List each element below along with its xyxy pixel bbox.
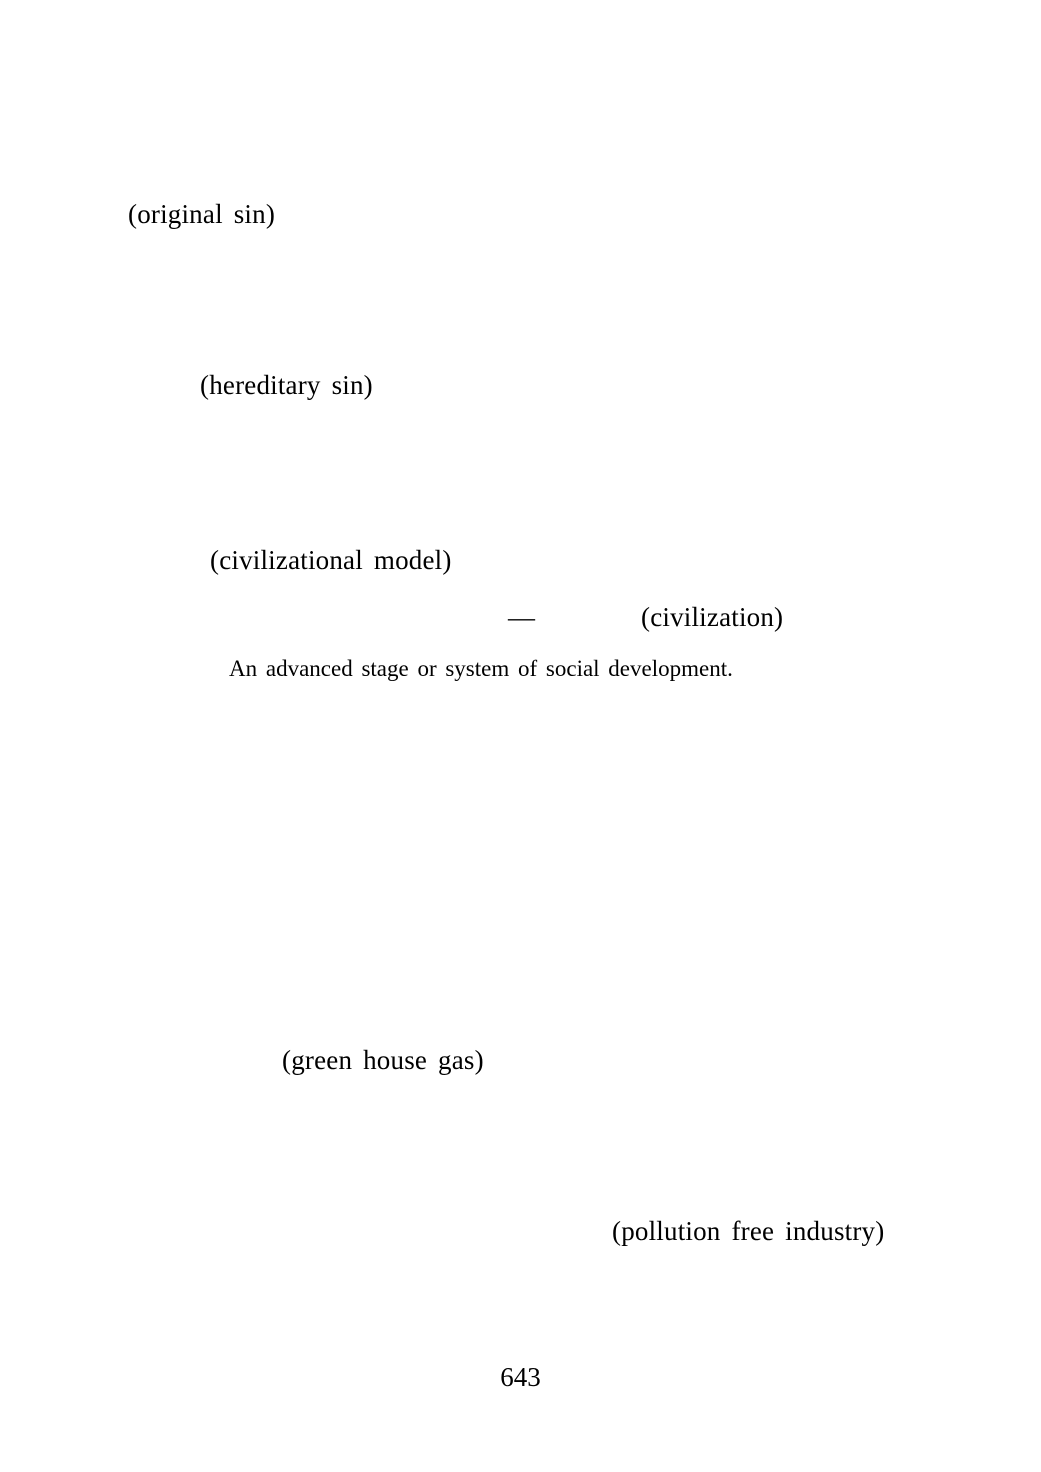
em-dash: — xyxy=(508,602,535,632)
page-number: 643 xyxy=(500,1362,541,1392)
term-civilization: (civilization) xyxy=(641,602,784,632)
term-original-sin: (original sin) xyxy=(128,199,276,229)
term-hereditary-sin: (hereditary sin) xyxy=(200,370,373,400)
civilization-definition: An advanced stage or system of social development. xyxy=(229,656,733,681)
term-pollution-free-industry: (pollution free industry) xyxy=(612,1216,885,1246)
term-green-house-gas: (green house gas) xyxy=(282,1045,484,1075)
term-civilizational-model: (civilizational model) xyxy=(210,545,452,575)
